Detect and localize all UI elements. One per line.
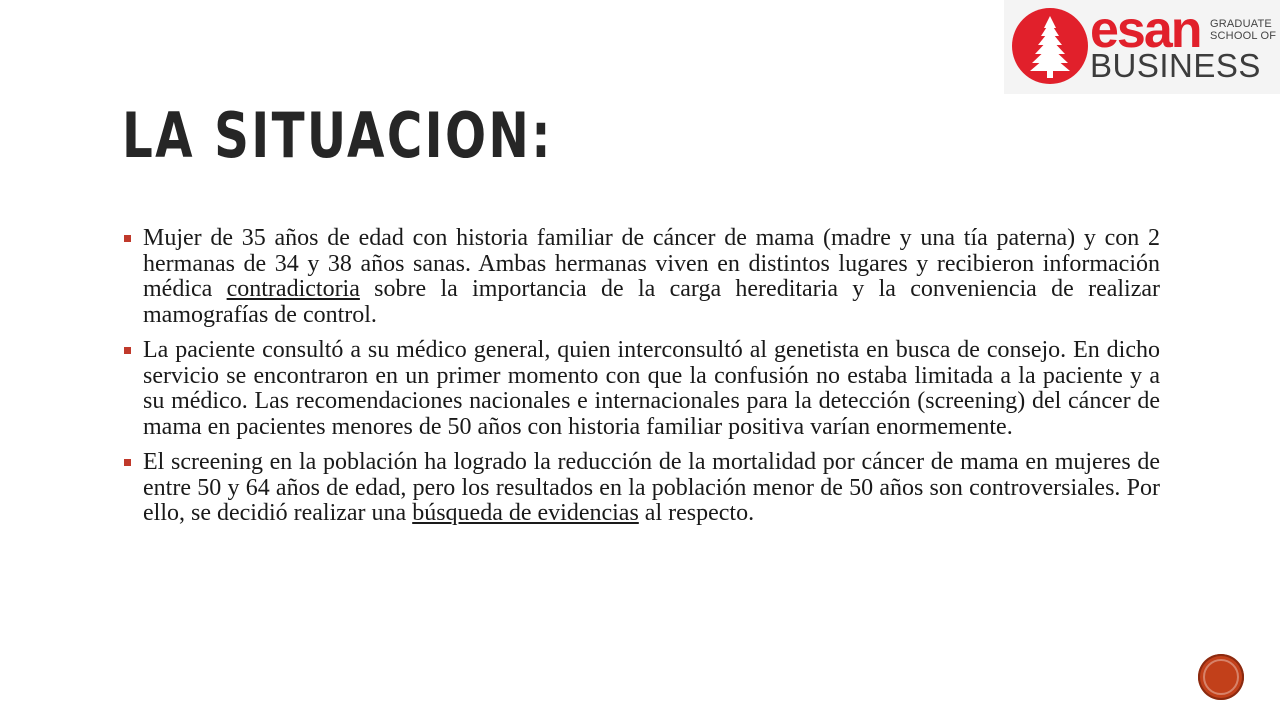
logo-tagline-top: GRADUATE SCHOOL OF (1210, 18, 1277, 42)
bullet-marker-icon (124, 459, 131, 466)
logo-tagline-bottom: BUSINESS (1090, 47, 1261, 84)
logo-brand-text: esan (1090, 1, 1201, 59)
bullet-text: La paciente consultó a su médico general, quien interconsultó al genetista en busca de consejo. En dicho servicio se encontraron en un primer momento con que la confusión no estaba limitada a la paciente y a su médico. Las recomendaciones nacionales e internacionales para la detección (screening) del cáncer de mama en pacientes menores de 50 años con historia familiar positiva varían enormemente. (143, 337, 1160, 440)
bullet-item (122, 338, 1160, 440)
underlined-term: contradictoria (226, 276, 360, 302)
nav-circle-ring-icon (1203, 659, 1239, 695)
esan-logo (1004, 0, 1280, 94)
slide-title: LA SITUACION: (122, 99, 553, 172)
pine-tree-icon (1012, 8, 1088, 84)
bullet-text: Mujer de 35 años de edad con historia familiar de cáncer de mama (madre y una tía paterna) y con 2 hermanas de 34 y 38 años sanas. Ambas hermanas viven en distintos lugares y recibieron información médica contradictoria sobre la importancia de la carga hereditaria y la conveniencia de realizar mamografías de control. (143, 225, 1161, 328)
bullet-item (122, 226, 1160, 328)
bullet-text: El screening en la población ha logrado la reducción de la mortalidad por cáncer de mama en mujeres de entre 50 y 64 años de edad, pero los resultados en la población menor de 50 años son controversiales. Por ello, se decidió realizar una búsqueda de evidencias al respecto. (143, 449, 1160, 526)
underlined-term: búsqueda de evidencias (412, 500, 639, 526)
bullet-item (122, 450, 1160, 527)
bullet-list (122, 226, 1160, 537)
bullet-marker-icon (124, 347, 131, 354)
bullet-marker-icon (124, 235, 131, 242)
slide-nav-button[interactable] (1198, 654, 1244, 700)
